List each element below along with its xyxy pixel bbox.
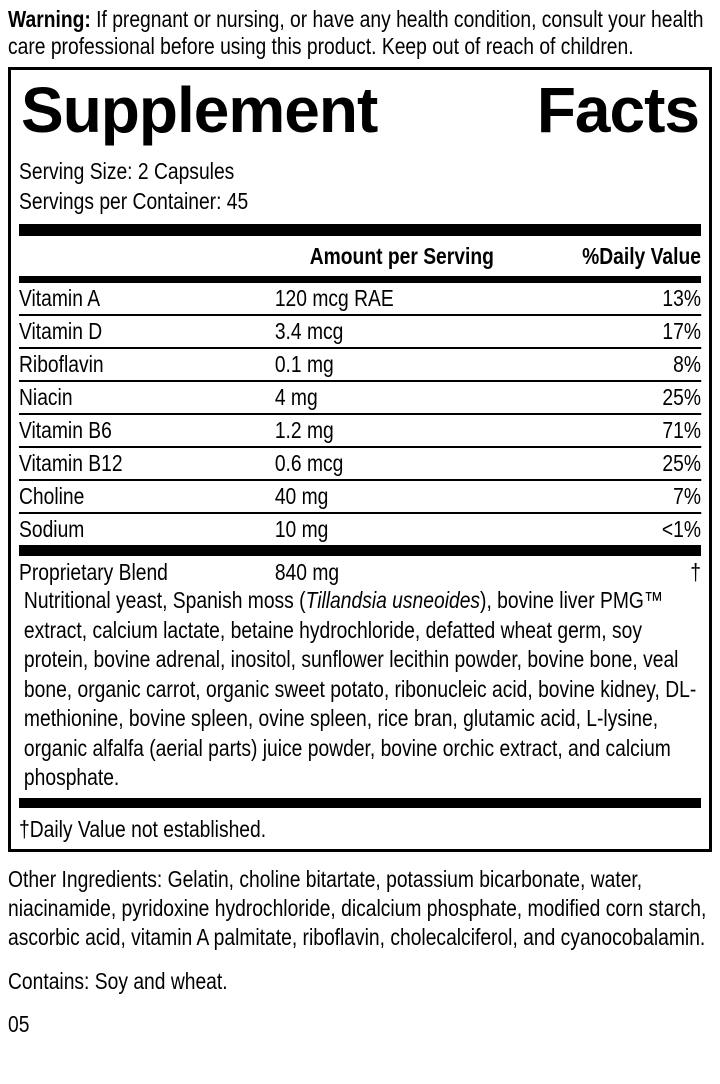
column-header-amount: Amount per Serving [309,242,494,269]
nutrient-name: Vitamin D [19,318,103,344]
warning-text: If pregnant or nursing, or have any health condition, consult your health care professional before using this product. Keep out of reach of children. [8,6,704,59]
nutrient-name: Niacin [19,384,73,410]
blend-amount: 840 mg [274,559,340,585]
blend-name: Proprietary Blend [19,559,168,585]
nutrient-amount: 4 mg [274,384,318,410]
blend-dv-dagger: † [690,559,701,585]
serving-size: Serving Size: 2 Capsules [19,158,235,184]
nutrient-row-vitamin-b6 [19,413,701,446]
nutrient-name: Vitamin B6 [19,417,112,443]
nutrient-amount: 120 mcg RAE [274,285,394,311]
nutrient-row-vitamin-a [19,283,701,314]
nutrient-amount: 1.2 mg [274,417,334,443]
nutrient-row-niacin [19,380,701,413]
nutrient-amount: 0.6 mcg [274,450,344,476]
nutrient-dv: 25% [662,384,701,410]
contains-statement: Contains: Soy and wheat. [8,967,228,994]
title-word-supplement: Supplement [21,74,378,146]
warning-paragraph [8,6,712,60]
serving-info [19,156,701,216]
nutrient-dv: 25% [662,450,701,476]
nutrient-row-sodium [19,512,701,545]
divider-bar-thick-top [19,224,701,236]
nutrient-row-vitamin-b12 [19,446,701,479]
divider-bar-above-footnote [19,798,701,808]
blend-description [19,586,706,793]
nutrient-name: Riboflavin [19,351,104,377]
product-code: 05 [8,1010,30,1037]
proprietary-blend-row [19,556,701,586]
daily-value-footnote: †Daily Value not established. [19,815,267,842]
nutrient-row-vitamin-d [19,314,701,347]
title-word-facts: Facts [536,74,699,146]
divider-bar-above-blend [19,545,701,556]
table-header-row [19,236,701,276]
nutrient-name: Sodium [19,516,85,542]
nutrient-row-choline [19,479,701,512]
blend-latin-name: Tillandsia usneoides [305,587,481,613]
nutrient-amount: 3.4 mcg [274,318,344,344]
nutrient-dv: <1% [661,516,701,542]
nutrient-name: Vitamin A [19,285,101,311]
warning-label: Warning: [8,6,91,32]
nutrient-dv: 8% [673,351,701,377]
column-header-daily-value: %Daily Value [582,242,701,269]
nutrient-dv: 13% [662,285,701,311]
nutrient-amount: 40 mg [274,483,329,509]
nutrient-dv: 7% [673,483,701,509]
blend-description-post: ), bovine liver PMG™ extract, calcium lactate, betaine hydrochloride, defatted wheat germ, soy protein, bovine adrenal, inositol, sunflower lecithin powder, bovine bone, veal bone, organic carrot, organic sweet potato, ribonucleic acid, bovine kidney, DL-methionine, bovine spleen, ovine spleen, rice bran, glutamic acid, L-lysine, organic alfalfa (aerial parts) juice powder, bovine orchic extract, and calcium phosphate. [23,587,697,790]
nutrient-amount: 0.1 mg [274,351,334,377]
nutrient-row-riboflavin [19,347,701,380]
other-ingredients: Other Ingredients: Gelatin, choline bitartate, potassium bicarbonate, water, niacinamide, pyridoxine hydrochloride, dicalcium phosphate, modified corn starch, ascorbic acid, vitamin A palmitate, riboflavin, cholecalciferol, and cyanocobalamin. [8,865,707,950]
nutrient-dv: 17% [662,318,701,344]
nutrient-amount: 10 mg [274,516,329,542]
blend-description-pre: Nutritional yeast, Spanish moss ( [23,587,306,613]
servings-per-container: Servings per Container: 45 [19,188,249,214]
nutrient-name: Choline [19,483,85,509]
divider-bar-under-header [19,276,701,283]
supplement-facts-panel [8,67,712,852]
nutrient-name: Vitamin B12 [19,450,123,476]
supplement-facts-title [19,74,701,146]
nutrient-dv: 71% [662,417,701,443]
nutrient-table [19,283,701,545]
